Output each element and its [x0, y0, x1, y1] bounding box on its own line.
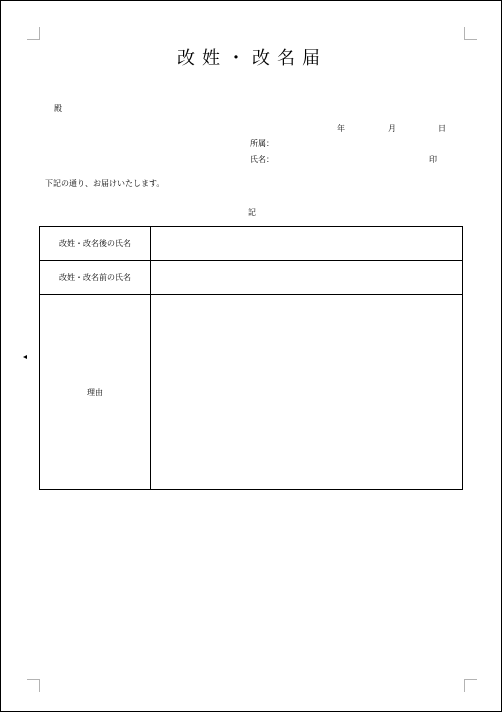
table-row — [40, 295, 463, 490]
table-row — [40, 261, 463, 295]
seal-label: 印 — [429, 155, 437, 164]
form-table — [39, 226, 463, 490]
date-month-label: 月 — [388, 124, 396, 133]
date-year-label: 年 — [337, 124, 345, 133]
new-name-label: 改姓・改名後の氏名 — [40, 227, 151, 261]
old-name-label: 改姓・改名前の氏名 — [40, 261, 151, 295]
affiliation-label: 所属： — [250, 139, 274, 148]
crop-mark-bottom-right — [464, 679, 477, 692]
old-name-field[interactable] — [151, 261, 463, 295]
crop-mark-top-right — [464, 27, 477, 40]
table-row — [40, 227, 463, 261]
reason-field[interactable] — [151, 295, 463, 490]
triangle-marker-icon — [23, 355, 27, 359]
crop-mark-top-left — [27, 27, 40, 40]
crop-mark-bottom-left — [27, 679, 40, 692]
new-name-field[interactable] — [151, 227, 463, 261]
ki-label: 記 — [248, 208, 256, 217]
intro-text: 下記の通り、お届けいたします。 — [45, 179, 165, 188]
name-label: 氏名： — [250, 155, 274, 164]
reason-label: 理由 — [40, 295, 151, 490]
document-title: 改姓・改名届 — [177, 48, 327, 69]
addressee-suffix: 殿 — [54, 104, 62, 113]
date-day-label: 日 — [438, 124, 446, 133]
